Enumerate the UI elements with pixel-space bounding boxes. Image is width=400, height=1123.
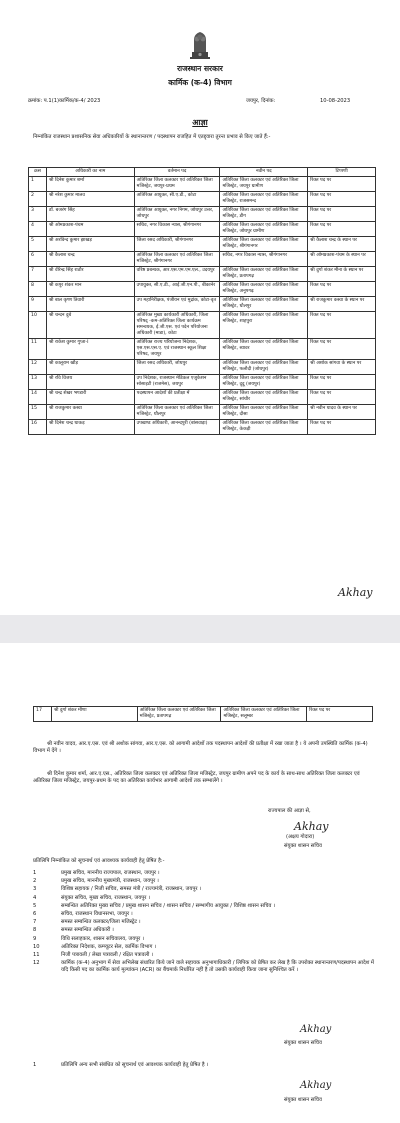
table-row	[29, 360, 376, 375]
cell-officer: श्री कालूराम खौड़	[46, 360, 134, 375]
cell-serial: 7	[29, 267, 47, 282]
list-item	[33, 952, 375, 959]
cell-officer: श्री चन्द्र शेखर भण्डारी	[46, 390, 134, 405]
cell-current-post: अतिरिक्त राज्य परियोजना निदेशक, एस.एस.एस.ए. एवं राजस्थान स्कूल शिक्षा परिषद, जयपुर	[134, 339, 220, 360]
col-header-officer: अधिकारी का नाम	[46, 168, 134, 177]
cell-new-post: अतिरिक्त जिला कलक्टर एवं अतिरिक्त जिला मजिस्ट्रेट, राजसमन्द	[220, 192, 308, 207]
table-row	[29, 267, 376, 282]
page-gap	[0, 615, 400, 643]
cell-serial: 8	[29, 282, 47, 297]
list-item-text: कार्मिक (क-4) अनुभाग में सेवा अभिलेख संधारित किये जाने वाले सहायक अनुभागाधिकारी / लिपिक को प्रेषित कर लेख है कि उपरोक्त स्थानान्तरण/पदस्थापन आदेश में यदि किसी पद का कार्मिक कार्य मूल्यांकन (ACR) का बैंचमार्क निर्धारित नहीं है तो उसकी कार्यवाही किया जाना सुनिश्चित करें ।	[61, 960, 374, 973]
cell-officer: श्री दिनेश चन्द्र धाकड़	[46, 420, 134, 435]
cell-serial: 11	[29, 339, 47, 360]
cell-serial: 3	[29, 207, 47, 222]
cell-current-post: जिला रसद अधिकारी, श्रीगंगानगर	[134, 237, 220, 252]
cell-serial: 13	[29, 375, 47, 390]
cell-remark: श्री अशोक सांगवा के स्थान पर	[308, 360, 376, 375]
list-item	[33, 911, 375, 918]
cell-officer: श्री कपूर शंकर मान	[46, 282, 134, 297]
ashoka-emblem-icon	[188, 28, 212, 60]
cell-current-post: सचिव, नगर विकास न्यास, श्रीगंगानगर	[134, 222, 220, 237]
cell-serial: 17	[34, 707, 52, 722]
cell-remark: रिक्त पद पर	[308, 222, 376, 237]
cell-current-post: उप महानिरीक्षक, पंजीयन एवं मुद्रांक, कोटा-वृत	[134, 297, 220, 312]
copy-note: प्रतिलिपि अन्य सभी संबंधित को सूचनार्थ एवं आवश्यक कार्यवाही हेतु प्रेषित है ।	[61, 1062, 209, 1068]
list-item	[33, 919, 375, 926]
cell-officer: श्री दिनेश कुमार शर्मा	[46, 177, 134, 192]
cell-new-post: अतिरिक्त जिला कलक्टर एवं अतिरिक्त जिला मजिस्ट्रेट, फलौदी (जोधपुर)	[220, 360, 308, 375]
cell-remark: रिक्त पद पर	[308, 390, 376, 405]
order-date: 10-08-2023	[320, 98, 351, 104]
list-item-number: 8	[33, 927, 37, 934]
department-name: कार्मिक (क-4) विभाग	[168, 78, 232, 87]
cell-new-post: अतिरिक्त जिला कलक्टर एवं अतिरिक्त जिला मजिस्ट्रेट, सलूम्बर	[221, 707, 307, 722]
place-date-label: जयपुर, दिनांक:	[246, 98, 276, 104]
signature-page-2: Akhay	[294, 820, 329, 833]
cell-current-post: उप निदेशक, राजस्थान मेडिकल एजुकेशन सोसाइटी (राजमेस), जयपुर	[134, 375, 220, 390]
cell-new-post: अतिरिक्त जिला कलक्टर एवं अतिरिक्त जिला मजिस्ट्रेट, केकड़ी	[220, 420, 308, 435]
cell-new-post: अतिरिक्त जिला कलक्टर एवं अतिरिक्त जिला मजिस्ट्रेट, जयपुर ग्रामीण	[220, 177, 308, 192]
cell-new-post: अतिरिक्त जिला कलक्टर एवं अतिरिक्त जिला मजिस्ट्रेट, श्रीगंगानगर	[220, 237, 308, 252]
list-item-number: 5	[33, 902, 37, 909]
order-number: क्रमांक: प.1(1)कार्मिक/क-4/ 2023	[28, 98, 101, 104]
cell-serial: 1	[29, 177, 47, 192]
cell-current-post: उपायुक्त, सी.ए.डी., आई.जी.एन.पी., बीकानेर	[134, 282, 220, 297]
cell-officer: श्री ओमप्रकाश-पंचम	[46, 222, 134, 237]
cell-officer: श्री अरविन्द कुमार झाखड़	[46, 237, 134, 252]
list-item	[33, 927, 375, 934]
cell-current-post: उपखण्ड अधिकारी, आनन्दपुरी (बांसवाड़ा)	[134, 420, 220, 435]
cell-officer: श्री बाल कृष्ण तिवारी	[46, 297, 134, 312]
cell-remark: रिक्त पद पर	[308, 339, 376, 360]
list-item-text: संयुक्त सचिव, मुख्य सचिव, राजस्थान, जयपुर ।	[61, 894, 150, 901]
table-row	[29, 420, 376, 435]
list-item-text: निजी पत्रावली / लेखा पत्रावली / रक्षित पत्रावली ।	[61, 951, 154, 958]
signature-page-2c: Akhay	[300, 1080, 332, 1091]
list-item	[33, 903, 375, 910]
cell-current-post: अतिरिक्त आयुक्त, नगर निगम, जोधपुर उत्तर, जोधपुर	[134, 207, 220, 222]
additional-charge-paragraph: श्री दिनेश कुमार शर्मा, आर.ए.एस., अतिरिक्त जिला कलक्टर एवं अतिरिक्त जिला मजिस्ट्रेट, जयपुर ग्रामीण अपने पद के कार्य के साथ-साथ अतिरिक्त जिला कलक्टर एवं अतिरिक्त जिला मजिस्ट्रेट, जयपुर-प्रथम के पद का अतिरिक्त कार्यभार आगामी आदेशों तक सम्भालेंगे ।	[33, 771, 360, 784]
cell-officer: श्री कैलाश चन्द्र	[46, 252, 134, 267]
cell-new-post: अतिरिक्त जिला कलक्टर एवं अतिरिक्त जिला मजिस्ट्रेट, धौलपुर	[220, 297, 308, 312]
list-item-number: 9	[33, 935, 37, 942]
list-item-text: सचिव, राजस्थान विधानसभा, जयपुर ।	[61, 910, 133, 917]
cell-officer: श्री नरेश कुमार मालव	[46, 192, 134, 207]
cell-officer: श्री दुर्गा शंकर मीणा	[51, 707, 137, 722]
cell-remark: श्री दुर्गा शंकर मीना के स्थान पर	[308, 267, 376, 282]
cell-remark: श्री नवीन यादव के स्थान पर	[308, 405, 376, 420]
transfer-table-continued	[33, 706, 373, 722]
cell-new-post: अतिरिक्त जिला कलक्टर एवं अतिरिक्त जिला मजिस्ट्रेट, ब्यावर	[220, 339, 308, 360]
signature-page-2b: Akhay	[300, 1024, 332, 1035]
cell-officer: श्री चन्दन दुबे	[46, 312, 134, 339]
signature-page-1: Akhay	[338, 586, 373, 599]
cell-remark: रिक्त पद पर	[308, 375, 376, 390]
signer-title-3: संयुक्त शासन सचिव	[284, 1097, 322, 1103]
cell-new-post: अतिरिक्त जिला कलक्टर एवं अतिरिक्त जिला मजिस्ट्रेट, सांचौर	[220, 390, 308, 405]
table-row	[29, 222, 376, 237]
table-header-row	[29, 168, 376, 177]
cell-new-post: अतिरिक्त जिला कलक्टर एवं अतिरिक्त जिला मजिस्ट्रेट, दूदू (जयपुर)	[220, 375, 308, 390]
list-item	[33, 870, 375, 877]
list-item-text: विशिष्ठ सहायक / निजी सचिव, समस्त मंत्री / राज्यमंत्री, राजस्थान, जयपुर ।	[61, 886, 202, 893]
table-row	[29, 207, 376, 222]
table-row	[29, 312, 376, 339]
cell-serial: 9	[29, 297, 47, 312]
cell-remark: रिक्त पद पर	[307, 707, 373, 722]
government-name: राजस्थान सरकार	[177, 64, 223, 73]
list-item	[33, 886, 375, 893]
waiting-posting-paragraph: श्री नवीन यादव, आर.ए.एस. एवं श्री अशोक सांगवा, आर.ए.एस. को आगामी आदेशों तक पदस्थापन आदेशों की प्रतीक्षा में रखा जाता है । ये अपनी उपस्थिति कार्मिक (क-4) विभाग में देंगे ।	[33, 741, 368, 754]
cell-serial: 5	[29, 237, 47, 252]
cell-serial: 12	[29, 360, 47, 375]
table-row	[29, 375, 376, 390]
cell-new-post: अतिरिक्त जिला कलक्टर एवं अतिरिक्त जिला मजिस्ट्रेट, प्रतापगढ़	[220, 267, 308, 282]
list-item-number: 10	[33, 943, 40, 950]
list-item-text: अतिरिक्त निदेशक, कम्प्यूटर सेल, कार्मिक विभाग ।	[61, 943, 156, 950]
col-header-current-post: वर्तमान पद	[134, 168, 220, 177]
col-header-new-post: नवीन पद	[220, 168, 308, 177]
list-item-text: विधि सलाहकार, शासन सचिवालय, जयपुर ।	[61, 935, 144, 942]
cell-serial: 10	[29, 312, 47, 339]
list-item-number: 2	[33, 878, 37, 885]
list-item-text: समस्त सम्बन्धित कलक्टर/जिला मजिस्ट्रेट ।	[61, 919, 141, 926]
cell-new-post: अतिरिक्त जिला कलक्टर एवं अतिरिक्त जिला मजिस्ट्रेट, डीग	[220, 207, 308, 222]
cell-new-post: अतिरिक्त जिला कलक्टर एवं अतिरिक्त जिला मजिस्ट्रेट, अनूपगढ़	[220, 282, 308, 297]
cell-officer: श्री रवि विजय	[46, 375, 134, 390]
cell-serial: 15	[29, 405, 47, 420]
col-header-remark: टिप्पणी	[308, 168, 376, 177]
list-item-text: समस्त सम्बन्धित अधिकारी ।	[61, 927, 114, 934]
list-item-text: प्रमुख सचिव, माननीय मुख्यमंत्री, राजस्थान, जयपुर ।	[61, 878, 159, 885]
cell-remark: रिक्त पद पर	[308, 207, 376, 222]
cell-current-post: वरिष्ठ प्रबन्धक, आर.एस.एम.एम.एल., उदयपुर	[134, 267, 220, 282]
distribution-list	[33, 870, 375, 975]
cell-officer: श्री वीरेन्द्र सिंह राठौर	[46, 267, 134, 282]
cell-remark: रिक्त पद पर	[308, 192, 376, 207]
transfer-table	[28, 167, 376, 435]
table-row	[29, 252, 376, 267]
cell-remark: रिक्त पद पर	[308, 420, 376, 435]
cell-remark: रिक्त पद पर	[308, 312, 376, 339]
cell-new-post: अतिरिक्त जिला कलक्टर एवं अतिरिक्त जिला मजिस्ट्रेट, जोधपुर ग्रामीण	[220, 222, 308, 237]
cell-current-post: पदस्थापन आदेशों की प्रतीक्षा में	[134, 390, 220, 405]
cell-new-post: अतिरिक्त जिला कलक्टर एवं अतिरिक्त जिला मजिस्ट्रेट, दौसा	[220, 405, 308, 420]
cell-serial: 16	[29, 420, 47, 435]
table-row	[34, 707, 373, 722]
cell-remark: श्री ओमप्रकाश-पंचम के स्थान पर	[308, 252, 376, 267]
cell-current-post: अतिरिक्त मुख्य कार्यकारी अधिकारी, जिला परिषद् -कम-अतिरिक्त जिला कार्यक्रम समन्वयक, ई.जी.एस. एवं पदेन परियोजना अधिकारी (माडा), कोटा	[134, 312, 220, 339]
order-intro: निम्नांकित राजस्थान प्रशासनिक सेवा अधिकारियों के स्थानान्तरण / पदस्थापन राजहित में एतद्द्वारा तुरन्त प्रभाव से किए जाते हैं:-	[33, 134, 271, 140]
list-item-number: 4	[33, 894, 37, 901]
signer-title-2: संयुक्त शासन सचिव	[284, 1040, 322, 1046]
copy-note-number: 1	[33, 1062, 37, 1068]
list-item	[33, 936, 375, 943]
by-order-line: राज्यपाल की आज्ञा से,	[268, 808, 311, 814]
list-item-number: 11	[33, 951, 40, 958]
cell-serial: 2	[29, 192, 47, 207]
col-header-serial: क्रस	[29, 168, 47, 177]
list-item-number: 12	[33, 960, 40, 967]
cell-current-post: अतिरिक्त जिला कलक्टर एवं अतिरिक्त जिला मजिस्ट्रेट, धौलपुर	[134, 405, 220, 420]
cell-serial: 6	[29, 252, 47, 267]
signer-title: संयुक्त शासन सचिव	[284, 843, 322, 849]
list-item-text: प्रमुख सचिव, माननीय राज्यपाल, राजस्थान, जयपुर ।	[61, 870, 160, 876]
list-item	[33, 944, 375, 951]
cell-new-post: अतिरिक्त जिला कलक्टर एवं अतिरिक्त जिला मजिस्ट्रेट, शाहपुरा	[220, 312, 308, 339]
list-item-number: 7	[33, 919, 37, 926]
list-item-number: 1	[33, 870, 37, 876]
table-row	[29, 405, 376, 420]
list-item-text: सम्बन्धित अतिरिक्त मुख्य सचिव / प्रमुख शासन सचिव / शासन सचिव / सम्भागीय आयुक्त / विशिष्ठ शासन सचिव ।	[61, 902, 276, 909]
cell-current-post: अतिरिक्त जिला कलक्टर एवं अतिरिक्त जिला मजिस्ट्रेट, प्रतापगढ़	[137, 707, 221, 722]
cell-current-post: जिला रसद अधिकारी, जोधपुर	[134, 360, 220, 375]
cell-officer: श्री राकेश कुमार गुप्ता-I	[46, 339, 134, 360]
list-item-number: 6	[33, 910, 37, 917]
cell-remark: श्री कैलाश चन्द्र के स्थान पर	[308, 237, 376, 252]
cell-current-post: अतिरिक्त आयुक्त, सी.ए.डी., कोटा	[134, 192, 220, 207]
list-item	[33, 960, 375, 973]
cell-officer: श्री राजकुमार कस्वा	[46, 405, 134, 420]
cell-remark: श्री राजकुमार कस्वा के स्थान पर	[308, 297, 376, 312]
table-row	[29, 390, 376, 405]
cell-current-post: अतिरिक्त जिला कलक्टर एवं अतिरिक्त जिला मजिस्ट्रेट, श्रीगंगानगर	[134, 252, 220, 267]
cell-serial: 4	[29, 222, 47, 237]
cell-current-post: अतिरिक्त जिला कलक्टर एवं अतिरिक्त जिला मजिस्ट्रेट, जयपुर-प्रथम	[134, 177, 220, 192]
cell-officer: डॉ. बजरंग सिंह	[46, 207, 134, 222]
table-row	[29, 192, 376, 207]
table-row	[29, 282, 376, 297]
list-item-number: 3	[33, 886, 37, 893]
table-row	[29, 237, 376, 252]
cell-remark: रिक्त पद पर	[308, 282, 376, 297]
cell-serial: 14	[29, 390, 47, 405]
cell-remark: रिक्त पद पर	[308, 177, 376, 192]
table-row	[29, 297, 376, 312]
list-item	[33, 895, 375, 902]
list-item	[33, 878, 375, 885]
signer-name: (अक्षय गोदारा)	[286, 834, 315, 840]
order-title: आज्ञा	[192, 118, 208, 127]
copy-intro: प्रतिलिपि निम्नांकित को सूचनार्थ एवं आवश्यक कार्यवाही हेतु प्रेषित है:-	[33, 858, 165, 864]
table-row	[29, 177, 376, 192]
table-row	[29, 339, 376, 360]
cell-new-post: सचिव, नगर विकास न्यास, श्रीगंगानगर	[220, 252, 308, 267]
